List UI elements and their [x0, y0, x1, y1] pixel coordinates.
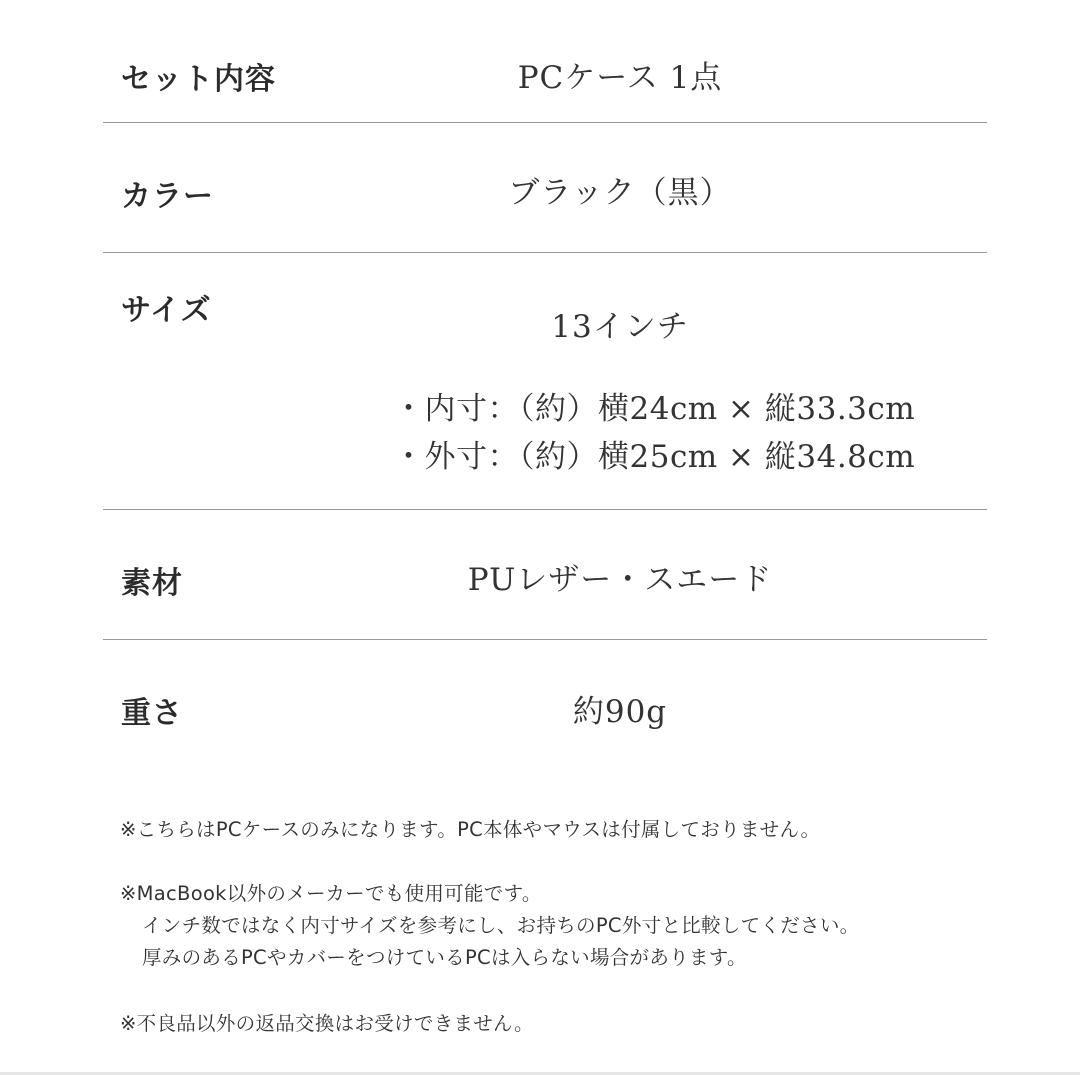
spec-label-weight: 重さ — [121, 696, 183, 731]
spec-value-weight: 約90g — [572, 694, 668, 730]
spec-label-color: カラー — [121, 179, 214, 214]
spec-table — [103, 0, 987, 770]
spec-label-size: サイズ — [121, 293, 212, 328]
spec-size-inner: ・内寸：（約）横24cm × 縦33.3cm — [393, 391, 916, 427]
spec-label-material: 素材 — [121, 566, 183, 601]
spec-row-color — [103, 123, 987, 253]
note-thickness: 厚みのあるPCやカバーをつけているPCは入らない場合があります。 — [142, 946, 747, 969]
spec-label-set: セット内容 — [121, 62, 276, 97]
note-compare-size: インチ数ではなく内寸サイズを参考にし、お持ちのPC外寸と比較してください。 — [142, 914, 860, 937]
note-compatibility: ※MacBook以外のメーカーでも使用可能です。 — [120, 882, 542, 905]
note-no-returns: ※不良品以外の返品交換はお受けできません。 — [120, 1012, 534, 1035]
spec-row-size — [103, 253, 987, 510]
spec-value-color: ブラック（黒） — [508, 175, 732, 211]
spec-value-material: PUレザー・スエード — [467, 562, 773, 598]
spec-row-material — [103, 510, 987, 640]
note-pc-case-only: ※こちらはPCケースのみになります。PC本体やマウスは付属しておりません。 — [120, 818, 821, 841]
spec-row-set — [103, 0, 987, 123]
spec-row-weight — [103, 640, 987, 770]
spec-value-set: PCケース 1点 — [517, 60, 723, 96]
spec-size-outer: ・外寸：（約）横25cm × 縦34.8cm — [393, 439, 916, 475]
spec-value-size: 13インチ — [551, 309, 689, 345]
